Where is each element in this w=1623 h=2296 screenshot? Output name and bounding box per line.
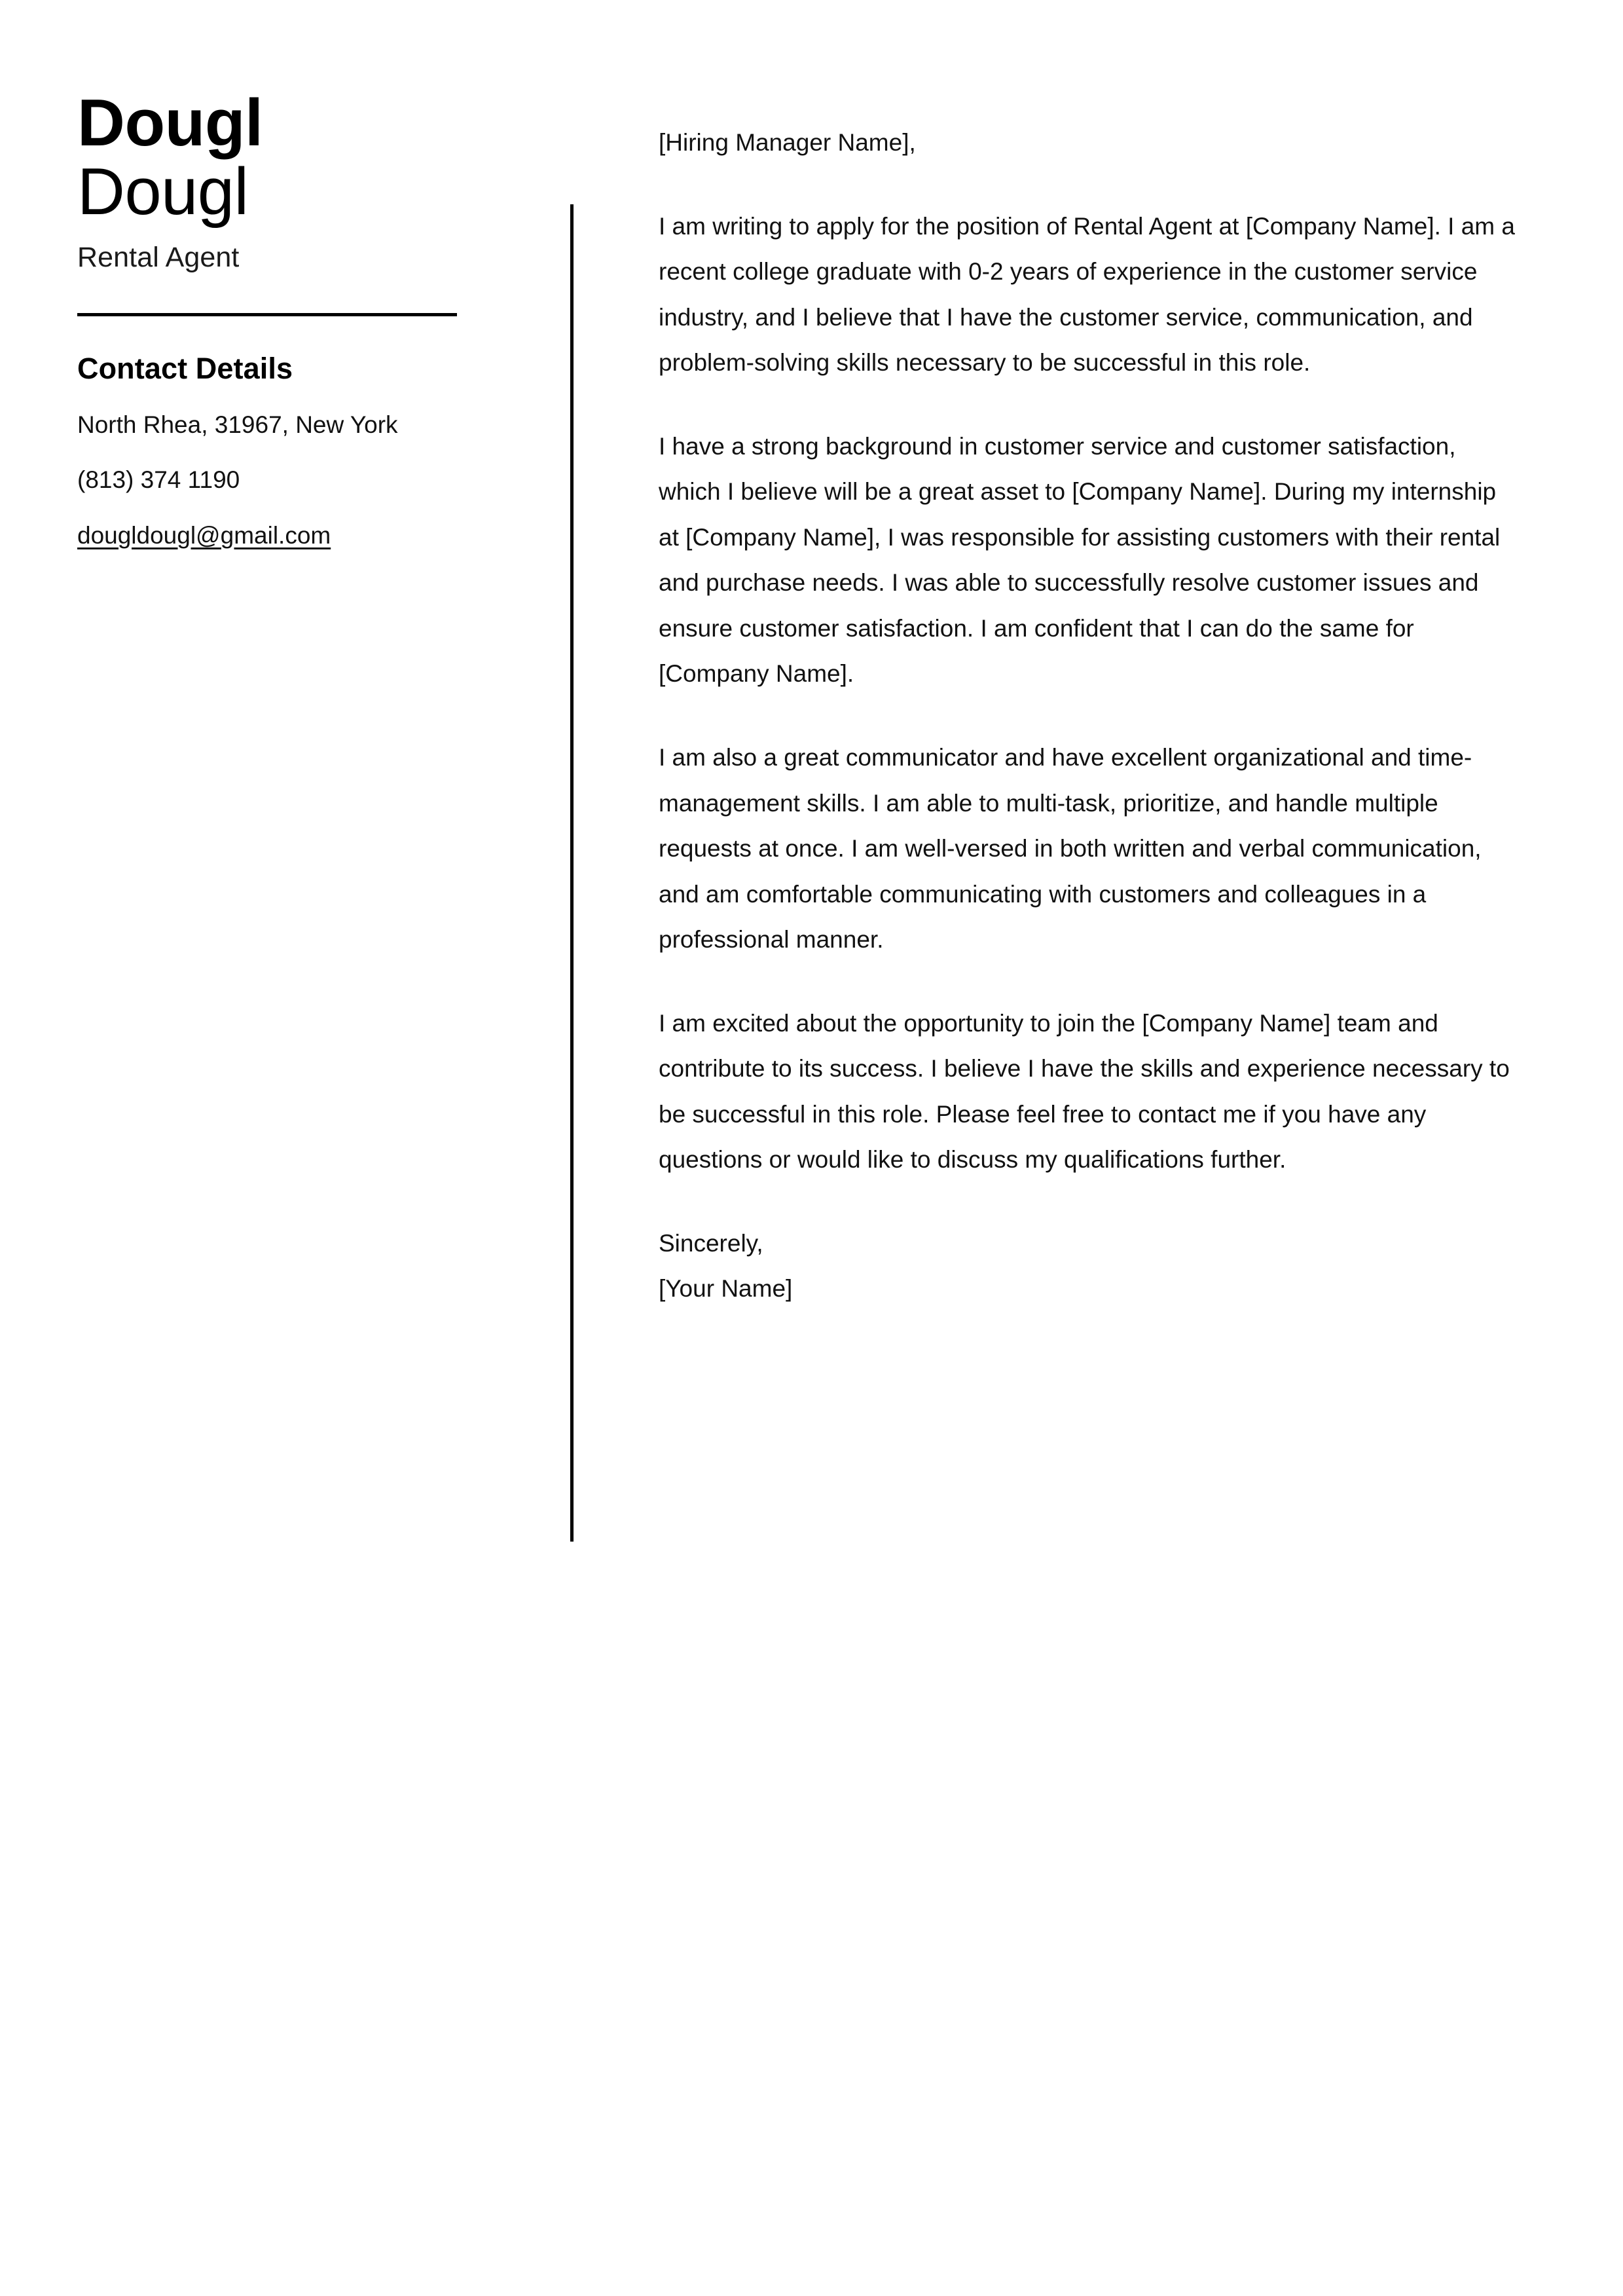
- contact-phone: (813) 374 1190: [77, 466, 240, 494]
- letter-paragraph: I am writing to apply for the position of Rental Agent at [Company Name]. I am a recent college graduate with 0-2 years of experience in the customer service industry, and I believe that I have the customer service, communication, and problem-solving skills necessary to be successful in this role.: [659, 212, 1515, 377]
- sidebar-divider-rule: [77, 313, 457, 316]
- column-divider: [570, 204, 574, 1542]
- letter-closing: Sincerely,: [659, 1229, 763, 1257]
- sidebar: [77, 86, 483, 553]
- applicant-name: [77, 86, 483, 229]
- contact-details-list: [77, 408, 483, 553]
- letter-paragraph: I have a strong background in customer service and customer satisfaction, which I believe will be a great asset to [Company Name]. During my internship at [Company Name], I was responsible for assisting customers with their rental and purchase needs. I was able to successfully resolve customer issues and ensure customer satisfaction. I am confident that I can do the same for [Company Name].: [659, 432, 1501, 688]
- letter-signature: [Your Name]: [659, 1275, 793, 1303]
- letter-paragraph: I am excited about the opportunity to join the [Company Name] team and contribute to its success. I believe I have the skills and experience necessary to be successful in this role. Please feel free to contact me if you have any questions or would like to discuss my qualifications further.: [659, 1009, 1510, 1174]
- contact-email-link[interactable]: dougldougl@gmail.com: [77, 521, 331, 549]
- contact-email-item: [77, 519, 424, 553]
- applicant-first-name: Dougl: [77, 86, 263, 160]
- contact-address: North Rhea, 31967, New York: [77, 411, 398, 438]
- letter-salutation: [Hiring Manager Name],: [659, 129, 916, 156]
- applicant-last-name: Dougl: [77, 155, 249, 229]
- contact-details-heading: Contact Details: [77, 351, 293, 385]
- letter-closing-block: [659, 1221, 1523, 1312]
- letter-paragraph: I am also a great communicator and have excellent organizational and time-management skills. I am able to multi-task, prioritize, and handle multiple requests at once. I am well-versed in both written and verbal communication, and am comfortable communicating with customers and colleagues in a professional manner.: [659, 744, 1482, 954]
- letter-body: [659, 120, 1523, 1312]
- applicant-job-title: Rental Agent: [77, 241, 240, 273]
